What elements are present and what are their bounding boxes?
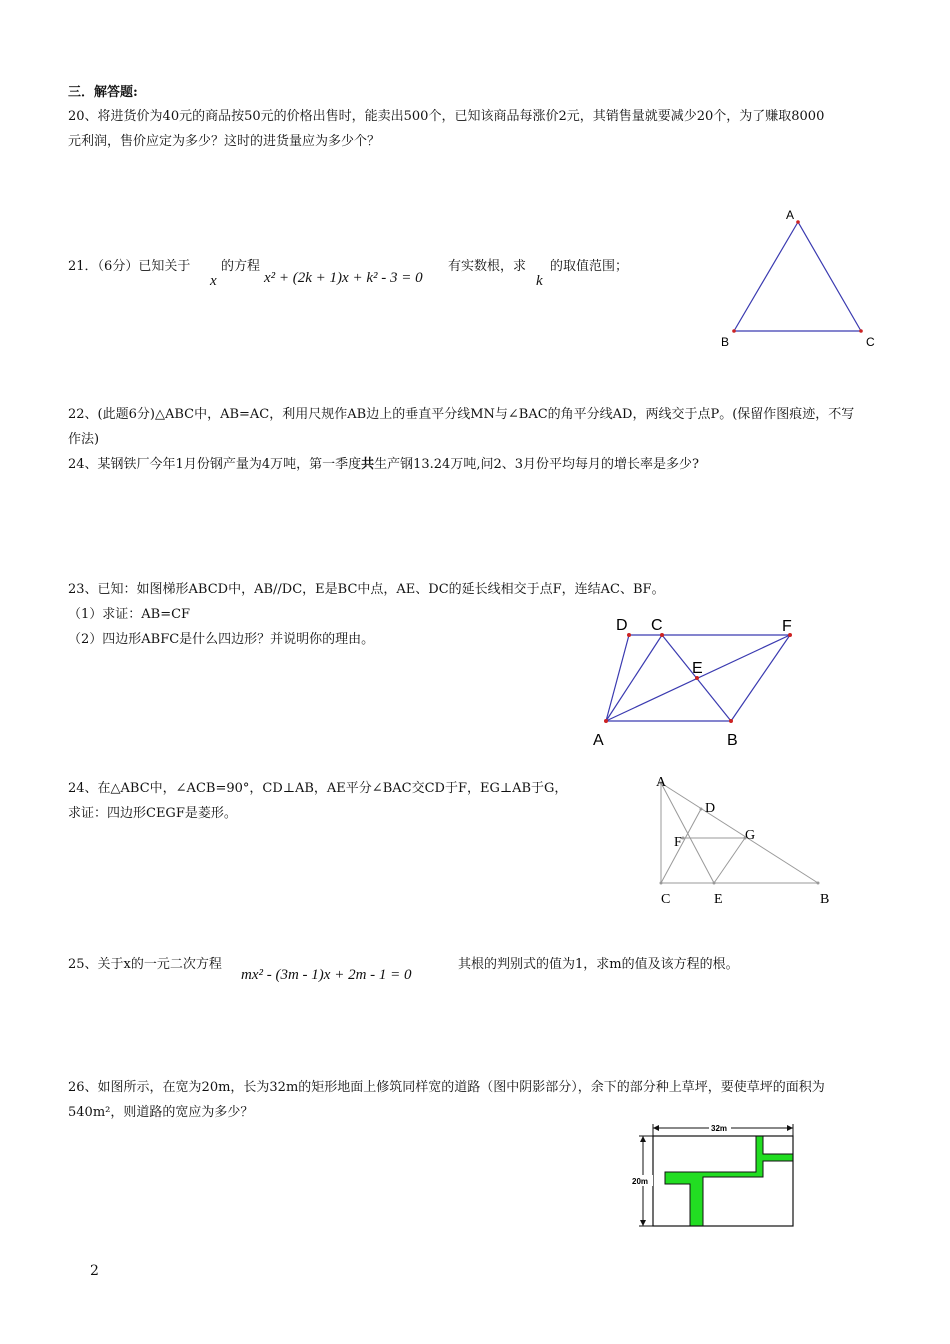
page-number: 2 <box>90 1263 99 1279</box>
triangle-label-b: B <box>721 335 730 349</box>
q23-line2: （1）求证：AB=CF <box>68 607 191 622</box>
q20-line2: 元利润，售价应定为多少？这时的进货量应为多少个？ <box>68 134 381 149</box>
q22-line1: 22、(此题6分)△ABC中，AB=AC，利用尺规作AB边上的垂直平分线MN与∠BAC的角平分线AD，两线交于点P。(保留作图痕迹，不写 <box>68 407 855 422</box>
triangle-abc-figure <box>700 200 900 360</box>
q24b-line2: 求证：四边形CEGF是菱形。 <box>68 806 237 821</box>
triangle-label-a: A <box>786 208 795 222</box>
rt-label-b: B <box>820 892 830 907</box>
q25-prefix: 25、关于x的一元二次方程 <box>68 957 222 972</box>
road-shape <box>665 1136 793 1226</box>
q26-line2: 540m²，则道路的宽应为多少？ <box>68 1105 254 1120</box>
q21-var-x: x <box>210 273 217 289</box>
road-width-label: 32m <box>711 1124 728 1133</box>
q20-line1: 20、将进货价为40元的商品按50元的价格出售时，能卖出500个，已知该商品每涨价2元，其销售量就要减少20个，为了赚取8000 <box>68 109 825 124</box>
q23-line1: 23、已知：如图梯形ABCD中，AB//DC，E是BC中点，AE、DC的延长线相交于点F，连结AC、BF。 <box>68 582 665 597</box>
trap-label-f: F <box>782 618 792 635</box>
rt-label-f: F <box>674 835 682 850</box>
q25-equation: mx² - (3m - 1)x + 2m - 1 = 0 <box>241 967 412 983</box>
q22-line2: 作法) <box>68 432 100 447</box>
q24a-text <box>68 456 699 474</box>
q26-line1: 26、如图所示，在宽为20m，长为32m的矩形地面上修筑同样宽的道路（图中阴影部分），余下的部分种上草坪，要使草坪的面积为 <box>68 1080 825 1095</box>
q24a-text-bold: 共 <box>361 457 375 472</box>
rt-label-d: D <box>705 801 716 816</box>
trap-label-e: E <box>692 660 703 677</box>
trapezoid-figure <box>585 605 815 755</box>
road-rectangle-figure <box>625 1115 805 1235</box>
q21-suffix: 有实数根，求 <box>448 259 527 274</box>
q23-line3: （2）四边形ABFC是什么四边形？并说明你的理由。 <box>68 632 375 647</box>
q21-end: 的取值范围； <box>550 259 629 274</box>
road-height-label: 20m <box>632 1177 649 1186</box>
triangle-label-c: C <box>866 335 875 349</box>
q21-equation: x² + (2k + 1)x + k² - 3 = 0 <box>264 270 423 286</box>
trap-label-c: C <box>651 617 663 634</box>
rt-label-e: E <box>714 892 723 907</box>
q24a-text-after: 生产钢13.24万吨,问2、3月份平均每月的增长率是多少? <box>374 457 699 472</box>
section-title: 三．解答题: <box>68 85 138 100</box>
right-triangle-figure <box>645 765 845 915</box>
rt-label-a: A <box>656 775 667 790</box>
trap-label-a: A <box>593 732 604 749</box>
rt-label-c: C <box>661 892 671 907</box>
q24a-text-before: 24、某钢铁厂今年1月份钢产量为4万吨，第一季度 <box>68 457 362 472</box>
q21-var-k: k <box>536 273 543 289</box>
rt-label-g: G <box>745 828 756 843</box>
q25-suffix: 其根的判别式的值为1，求m的值及该方程的根。 <box>458 957 739 972</box>
trap-label-d: D <box>616 617 628 634</box>
q21-prefix: 21．（6分）已知关于 <box>68 259 191 274</box>
q24b-line1: 24、在△ABC中，∠ACB=90°，CD⊥AB，AE平分∠BAC交CD于F，EG⊥AB于G， <box>68 781 568 796</box>
q21-mid: 的方程 <box>221 259 261 274</box>
trap-label-b: B <box>727 732 738 749</box>
